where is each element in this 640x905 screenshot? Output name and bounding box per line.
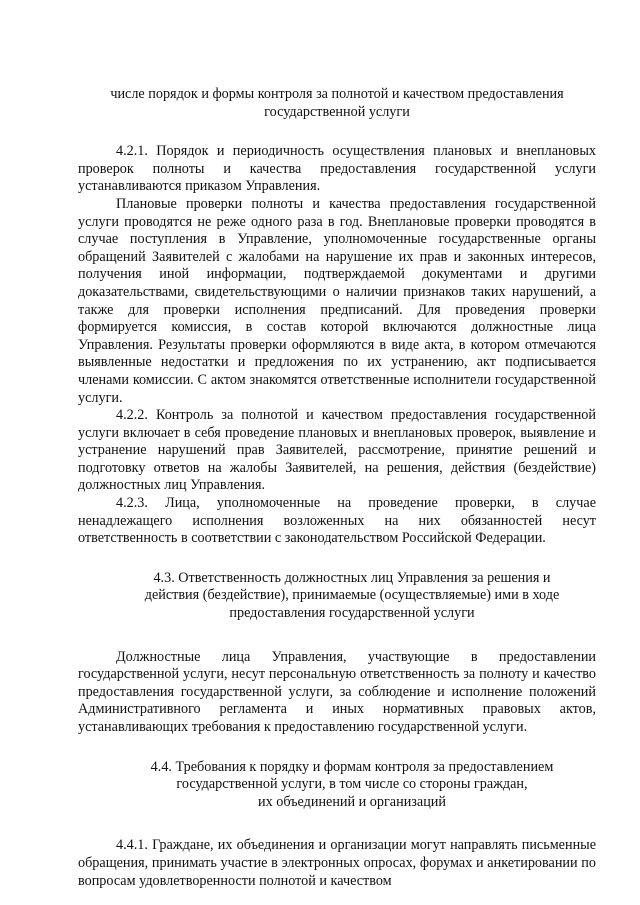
heading-line: числе порядок и формы контроля за полнотой и качеством предоставления bbox=[110, 86, 564, 102]
spacer bbox=[78, 548, 596, 570]
heading-line: государственной услуги, в том числе со стороны граждан, bbox=[176, 776, 528, 793]
paragraph-4-2-3: 4.2.3. Лица, уполномоченные на проведение проверки, в случае ненадлежащего исполнения возложенных на них обязанностей несут ответственность в соответствии с законодательством Российской Федерации. bbox=[78, 495, 596, 547]
paragraph-planned-checks: Плановые проверки полноты и качества предоставления государственной услуги проводятся не реже одного раза в год. Внеплановые проверки проводятся в случае поступления в Управление, уполномоченные государственные органы обращений Заявителей с жалобами на нарушение их прав и законных интересов, получения иной информации, подтверждаемой документами и другими доказательствами, свидетельствующими о наличии признаков таких нарушений, а также для проверки исполнения предписаний. Для проведения проверки формируется комиссия, в состав которой включаются должностные лица Управления. Результаты проверки оформляются в виде акта, в котором отмечаются выявленные недостатки и предложения по их устранению, акт подписывается членами комиссии. С актом знакомятся ответственные исполнители государственной услуги. bbox=[78, 195, 596, 406]
heading-line: 4.4. Требования к порядку и формам контроля за предоставлением bbox=[150, 758, 554, 775]
paragraph-4-2-2: 4.2.2. Контроль за полнотой и качеством предоставления государственной услуги включает в себя проведение плановых и внеплановых проверок, выявление и устранение нарушений прав Заявителей, рассмотрение, принятие решений и подготовку ответов на жалобы Заявителей, на решения, действия (бездействие) должностных лиц Управления. bbox=[78, 407, 596, 494]
heading-line: 4.3. Ответственность должностных лиц Управления за решения и bbox=[153, 569, 551, 586]
heading-line: их объединений и организаций bbox=[258, 793, 446, 810]
paragraph-4-2-1: 4.2.1. Порядок и периодичность осуществления плановых и внеплановых проверок полноты и качества предоставления государственной услуги устанавливаются приказом Управления. bbox=[78, 143, 596, 195]
paragraph-4-3: Должностные лица Управления, участвующие в предоставлении государственной услуги, несут персональную ответственность за полноту и качество предоставления государственной услуги, за соблюдение и исполнение положений Административного регламента и иных нормативных правовых актов, устанавливающих требования к предоставлению государственной услуги. bbox=[78, 648, 596, 735]
section-4-4-heading bbox=[78, 759, 596, 812]
spacer bbox=[78, 811, 596, 837]
paragraph-4-4-1: 4.4.1. Граждане, их объединения и организации могут направлять письменные обращения, принимать участие в электронных опросах, форумах и анкетировании по вопросам удовлетворенности полнотой и качеством bbox=[78, 837, 596, 889]
section-heading-top bbox=[78, 86, 596, 121]
spacer bbox=[78, 623, 596, 649]
heading-line: действия (бездействие), принимаемые (осуществляемые) ими в ходе bbox=[144, 587, 560, 604]
heading-line: государственной услуги bbox=[264, 103, 410, 120]
heading-line: предоставления государственной услуги bbox=[229, 605, 475, 622]
section-4-3-heading bbox=[78, 570, 596, 623]
spacer bbox=[78, 737, 596, 759]
